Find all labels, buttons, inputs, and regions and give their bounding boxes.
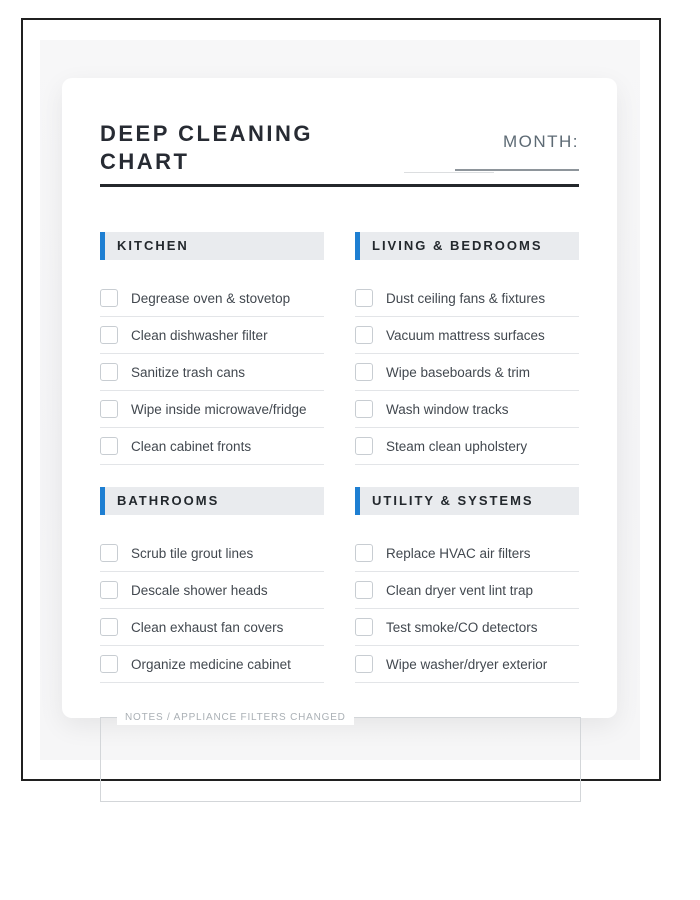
- task-label: Clean dryer vent lint trap: [386, 582, 534, 598]
- task-row: [100, 646, 324, 683]
- task-label: Wipe washer/dryer exterior: [386, 656, 548, 672]
- task-checkbox[interactable]: [355, 544, 373, 562]
- task-row: [100, 428, 324, 465]
- task-row: [100, 354, 324, 391]
- task-label: Organize medicine cabinet: [131, 656, 291, 672]
- task-row: [100, 535, 324, 572]
- task-list-kitchen: [100, 280, 324, 465]
- month-block: [404, 120, 579, 174]
- month-line-dark: [455, 169, 579, 171]
- task-row: [100, 609, 324, 646]
- title-divider-rule: [100, 184, 579, 187]
- page-title: DEEP CLEANING CHART: [100, 121, 314, 174]
- sections-grid: [100, 232, 579, 683]
- task-row: [355, 391, 579, 428]
- month-input-line[interactable]: [404, 164, 579, 174]
- task-list-utility-systems: [355, 535, 579, 683]
- section-header-kitchen: KITCHEN: [100, 232, 324, 260]
- month-label: MONTH:: [502, 132, 579, 151]
- task-row: [100, 572, 324, 609]
- task-checkbox[interactable]: [100, 363, 118, 381]
- task-row: [355, 572, 579, 609]
- right-column: [355, 232, 579, 683]
- section-header-bathrooms: BATHROOMS: [100, 487, 324, 515]
- section-header-living-bedrooms: LIVING & BEDROOMS: [355, 232, 579, 260]
- notes-field[interactable]: [100, 712, 581, 802]
- task-checkbox[interactable]: [355, 363, 373, 381]
- task-label: Clean exhaust fan covers: [131, 619, 284, 635]
- task-label: Wipe inside microwave/fridge: [131, 401, 307, 417]
- task-checkbox[interactable]: [100, 400, 118, 418]
- task-row: [355, 535, 579, 572]
- task-checkbox[interactable]: [355, 581, 373, 599]
- task-checkbox[interactable]: [100, 581, 118, 599]
- task-label: Test smoke/CO detectors: [386, 619, 538, 635]
- task-label: Scrub tile grout lines: [131, 545, 254, 561]
- task-row: [100, 280, 324, 317]
- chart-card: [62, 78, 617, 718]
- task-row: [355, 428, 579, 465]
- task-label: Steam clean upholstery: [386, 438, 528, 454]
- section-header-utility-systems: UTILITY & SYSTEMS: [355, 487, 579, 515]
- task-label: Descale shower heads: [131, 582, 268, 598]
- task-row: [100, 317, 324, 354]
- task-checkbox[interactable]: [355, 437, 373, 455]
- task-row: [355, 280, 579, 317]
- task-label: Wash window tracks: [386, 401, 509, 417]
- task-label: Degrease oven & stovetop: [131, 290, 291, 306]
- task-list-bathrooms: [100, 535, 324, 683]
- task-row: [355, 354, 579, 391]
- task-checkbox[interactable]: [100, 618, 118, 636]
- task-checkbox[interactable]: [355, 400, 373, 418]
- task-label: Sanitize trash cans: [131, 364, 246, 380]
- task-checkbox[interactable]: [355, 289, 373, 307]
- section-kitchen: [100, 232, 324, 465]
- task-row: [355, 646, 579, 683]
- task-checkbox[interactable]: [355, 326, 373, 344]
- task-row: [355, 609, 579, 646]
- task-checkbox[interactable]: [100, 437, 118, 455]
- task-label: Clean cabinet fronts: [131, 438, 252, 454]
- task-label: Clean dishwasher filter: [131, 327, 268, 343]
- task-checkbox[interactable]: [100, 544, 118, 562]
- task-checkbox[interactable]: [100, 655, 118, 673]
- section-living-bedrooms: [355, 232, 579, 465]
- section-utility-systems: [355, 487, 579, 683]
- task-label: Vacuum mattress surfaces: [386, 327, 545, 343]
- task-list-living-bedrooms: [355, 280, 579, 465]
- task-checkbox[interactable]: [100, 326, 118, 344]
- notes-label: NOTES / APPLIANCE FILTERS CHANGED: [117, 710, 354, 725]
- task-row: [355, 317, 579, 354]
- chart-header: [100, 120, 579, 176]
- left-column: [100, 232, 324, 683]
- task-checkbox[interactable]: [100, 289, 118, 307]
- month-line-light: [404, 172, 494, 173]
- section-bathrooms: [100, 487, 324, 683]
- task-checkbox[interactable]: [355, 655, 373, 673]
- task-label: Dust ceiling fans & fixtures: [386, 290, 546, 306]
- task-checkbox[interactable]: [355, 618, 373, 636]
- task-label: Replace HVAC air filters: [386, 545, 531, 561]
- task-row: [100, 391, 324, 428]
- task-label: Wipe baseboards & trim: [386, 364, 531, 380]
